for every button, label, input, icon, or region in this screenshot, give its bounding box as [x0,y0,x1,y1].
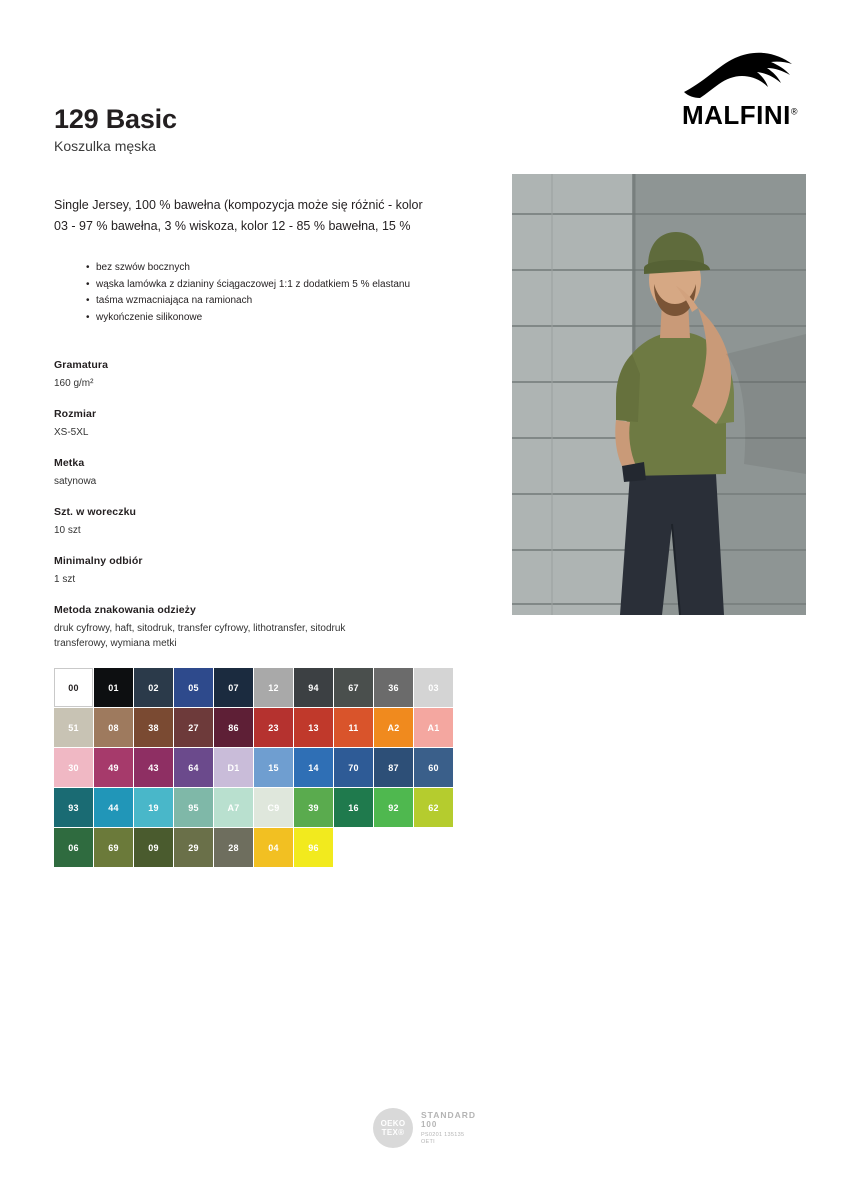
color-swatch[interactable]: 86 [214,708,253,747]
color-swatch[interactable]: 05 [174,668,213,707]
spec-label: Minimalny odbiór [54,555,143,568]
oeko-certificate-code: PS0201 135135 [420,1132,465,1139]
color-swatch[interactable]: 03 [414,668,453,707]
color-swatch[interactable]: A1 [414,708,453,747]
color-swatch[interactable]: 92 [374,788,413,827]
color-swatch[interactable]: D1 [214,748,253,787]
color-swatch[interactable]: 04 [254,828,293,867]
color-swatch[interactable]: 14 [294,748,333,787]
oeko-label-line2: TEX® [381,1128,405,1137]
spec-gramatura [54,359,474,391]
eagle-icon [678,48,802,100]
spec-metoda-znakowania [54,604,474,651]
list-item: • bez szwów bocznych [86,260,474,276]
list-item: • wykończenie silikonowe [86,310,474,326]
registered-mark: ® [790,106,799,117]
color-swatch[interactable]: 62 [414,788,453,827]
oeko-tex-certification [0,1108,849,1148]
spec-value: satynowa [54,476,97,488]
color-swatch-row [54,748,454,787]
spec-label: Gramatura [54,359,109,372]
composition-text: Single Jersey, 100 % bawełna (kompozycja może się różnić - kolor 03 - 97 % bawełna, 3 % wiskoza, kolor 12 - 85 % bawełna, 15 % [54,198,423,233]
color-swatch[interactable]: 27 [174,708,213,747]
spec-label: Rozmiar [54,408,97,421]
oeko-tex-text [421,1110,476,1146]
spec-label: Metka [54,457,85,470]
color-swatch[interactable]: 11 [334,708,373,747]
page-title: 129 Basic [54,104,177,134]
color-swatch[interactable]: 29 [174,828,213,867]
color-swatch[interactable]: 23 [254,708,293,747]
color-swatch[interactable]: 30 [54,748,93,787]
color-swatch[interactable]: 13 [294,708,333,747]
color-swatch[interactable]: 06 [54,828,93,867]
color-swatch[interactable]: A2 [374,708,413,747]
color-swatch[interactable]: 64 [174,748,213,787]
spec-sztuk-w-woreczku [54,506,474,538]
color-swatch-grid [54,668,454,867]
color-swatch[interactable]: 43 [134,748,173,787]
spec-value: 1 szt [54,574,76,586]
color-swatch[interactable]: 00 [54,668,93,707]
color-swatch[interactable]: 19 [134,788,173,827]
oeko-tex-icon [373,1108,413,1148]
color-swatch[interactable]: 93 [54,788,93,827]
spec-value: druk cyfrowy, haft, sitodruk, transfer cyfrowy, lithotransfer, sitodruk transferowy, wymiana metki [54,623,346,650]
color-swatch[interactable]: 38 [134,708,173,747]
product-info-column [54,104,474,868]
oeko-standard-number: 100 [420,1120,438,1130]
color-swatch-row [54,708,454,747]
color-swatch[interactable]: 49 [94,748,133,787]
brand-logo [675,48,805,129]
color-swatch[interactable]: 01 [94,668,133,707]
color-swatch[interactable]: 94 [294,668,333,707]
color-swatch[interactable]: 15 [254,748,293,787]
list-item: • taśma wzmacniająca na ramionach [86,293,474,309]
spec-label: Metoda znakowania odzieży [54,604,196,617]
color-swatch[interactable]: 96 [294,828,333,867]
color-swatch[interactable]: 36 [374,668,413,707]
color-swatch[interactable]: 51 [54,708,93,747]
product-photo [512,174,806,615]
color-swatch[interactable]: 08 [94,708,133,747]
color-swatch[interactable]: 02 [134,668,173,707]
color-swatch[interactable]: 09 [134,828,173,867]
color-swatch[interactable]: 60 [414,748,453,787]
product-subtitle: Koszulka męska [54,138,156,155]
color-swatch-row [54,788,454,827]
color-swatch[interactable]: 16 [334,788,373,827]
color-swatch[interactable]: A7 [214,788,253,827]
color-swatch-row [54,668,454,707]
spec-value: 160 g/m² [54,378,94,390]
spec-list [54,359,474,651]
color-swatch[interactable]: 95 [174,788,213,827]
brand-name: MALFINI® [681,100,799,130]
spec-rozmiar [54,408,474,440]
color-swatch[interactable]: 12 [254,668,293,707]
color-swatch[interactable]: 69 [94,828,133,867]
oeko-label-line1: OEKO [380,1118,406,1128]
spec-minimalny-odbior [54,555,474,587]
color-swatch[interactable]: 28 [214,828,253,867]
color-swatch[interactable]: 07 [214,668,253,707]
oeko-institute: OETI [420,1139,436,1146]
color-swatch[interactable]: 44 [94,788,133,827]
product-photo-illustration [512,174,806,615]
spec-label: Szt. w woreczku [54,506,137,519]
spec-value: 10 szt [54,525,81,537]
color-swatch[interactable]: C9 [254,788,293,827]
color-swatch[interactable]: 39 [294,788,333,827]
spec-metka [54,457,474,489]
list-item: • wąska lamówka z dzianiny ściągaczowej 1:1 z dodatkiem 5 % elastanu [86,277,474,293]
feature-list [86,260,474,325]
color-swatch[interactable]: 70 [334,748,373,787]
color-swatch-row [54,828,454,867]
oeko-standard-label: STANDARD [420,1109,477,1120]
color-swatch[interactable]: 87 [374,748,413,787]
spec-value: XS-5XL [54,427,89,439]
color-swatch[interactable]: 67 [334,668,373,707]
